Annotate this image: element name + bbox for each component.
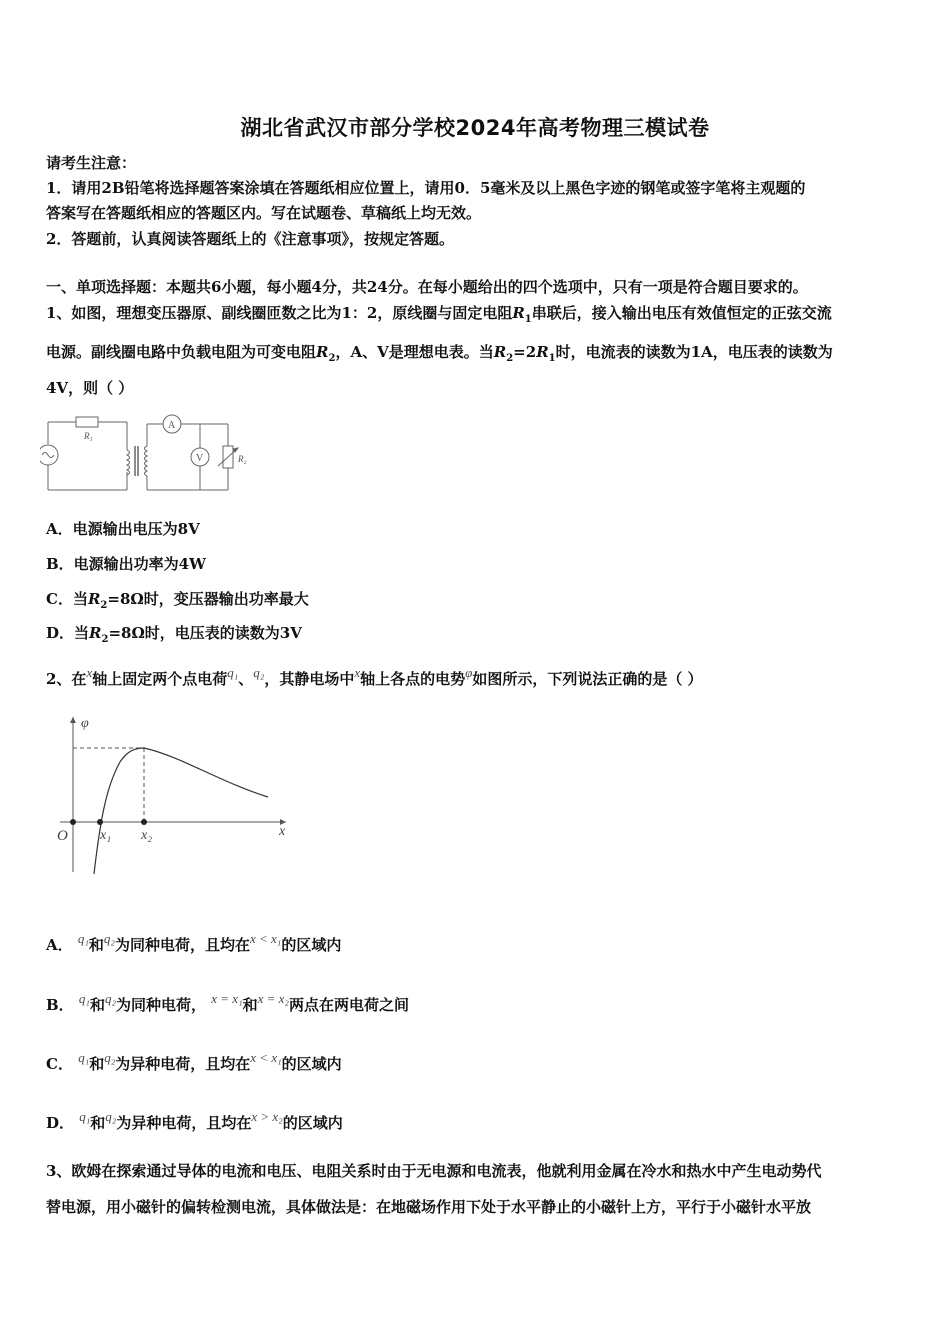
r1-label: R₁	[84, 431, 93, 441]
x1-point	[97, 819, 103, 825]
ac-source-icon	[40, 445, 58, 465]
voltmeter-label: V	[196, 453, 204, 464]
q1-option-a[interactable]: A．电源输出电压为8V	[46, 520, 200, 538]
q1-option-c[interactable]: C．当$R_2=8\Omega$时，变压器输出功率最大	[46, 590, 309, 611]
notice-item-2: 2．答题前，认真阅读答题纸上的《注意事项》，按规定答题。	[46, 230, 454, 248]
x1-label: x₁	[100, 828, 112, 843]
r2-label: R₂	[238, 454, 247, 464]
page-title: 湖北省武汉市部分学校2024年高考物理三模试卷	[240, 116, 710, 140]
q2-option-d[interactable]: D． q₁和q₂为异种电荷，且均在x > x₂的区域内	[46, 1109, 343, 1132]
q1-stem-line2: 电源。副线圈电路中负载电阻为可变电阻$R_2$，A、V是理想电表。当$R_2=2R_1$时，电流表的读数为1A，电压表的读数为	[46, 343, 833, 364]
q2-stem: 2、在x轴上固定两个点电荷q₁、q₂，其静电场中x轴上各点的电势φ如图所示，下列说法正确的是（ ）	[46, 665, 703, 688]
q1-stem-line3: 4V，则（ ）	[46, 379, 134, 397]
notice-item-1-cont: 答案写在答题纸相应的答题区内。写在试题卷、草稿纸上均无效。	[46, 204, 482, 222]
q1-option-d[interactable]: D．当$R_2=8\Omega$时，电压表的读数为3V	[46, 624, 302, 645]
q2-option-a[interactable]: A． q₁和q₂为同种电荷，且均在x < x₁的区域内	[46, 931, 342, 954]
section-heading: 一、单项选择题：本题共6小题，每小题4分，共24分。在每小题给出的四个选项中，只有一项是符合题目要求的。	[46, 278, 808, 296]
origin-label: O	[57, 828, 68, 844]
origin-point	[70, 819, 76, 825]
x-axis-label: x	[279, 824, 286, 839]
resistor-r1	[76, 417, 98, 427]
x2-point	[141, 819, 147, 825]
phi-axis-label: φ	[81, 716, 89, 731]
notice-item-1: 1．请用2B铅笔将选择题答案涂填在答题纸相应位置上，请用0．5毫米及以上黑色字迹的钢笔或签字笔将主观题的	[46, 179, 806, 197]
q2-option-b[interactable]: B． q₁和q₂为同种电荷， x = x₁和x = x₂两点在两电荷之间	[46, 991, 409, 1014]
q2-potential-graph	[50, 712, 300, 882]
ammeter-label: A	[168, 420, 176, 431]
q3-stem-line2: 替电源，用小磁针的偏转检测电流，具体做法是：在地磁场作用下处于水平静止的小磁针上方，平行于小磁针水平放	[46, 1198, 812, 1216]
q2-option-c[interactable]: C． q₁和q₂为异种电荷，且均在x < x₁的区域内	[46, 1050, 342, 1073]
notice-heading: 请考生注意：	[46, 154, 137, 172]
q1-option-b[interactable]: B．电源输出功率为4W	[46, 555, 206, 573]
potential-curve	[94, 748, 268, 874]
q1-circuit-figure	[40, 410, 265, 495]
q1-stem-line1: 1、如图，理想变压器原、副线圈匝数之比为1：2，原线圈与固定电阻$R_1$串联后，接入输出电压有效值恒定的正弦交流	[46, 304, 832, 325]
x2-label: x₂	[141, 828, 153, 843]
q3-stem-line1: 3、欧姆在探索通过导体的电流和电压、电阻关系时由于无电源和电流表，他就利用金属在冷水和热水中产生电动势代	[46, 1162, 822, 1180]
